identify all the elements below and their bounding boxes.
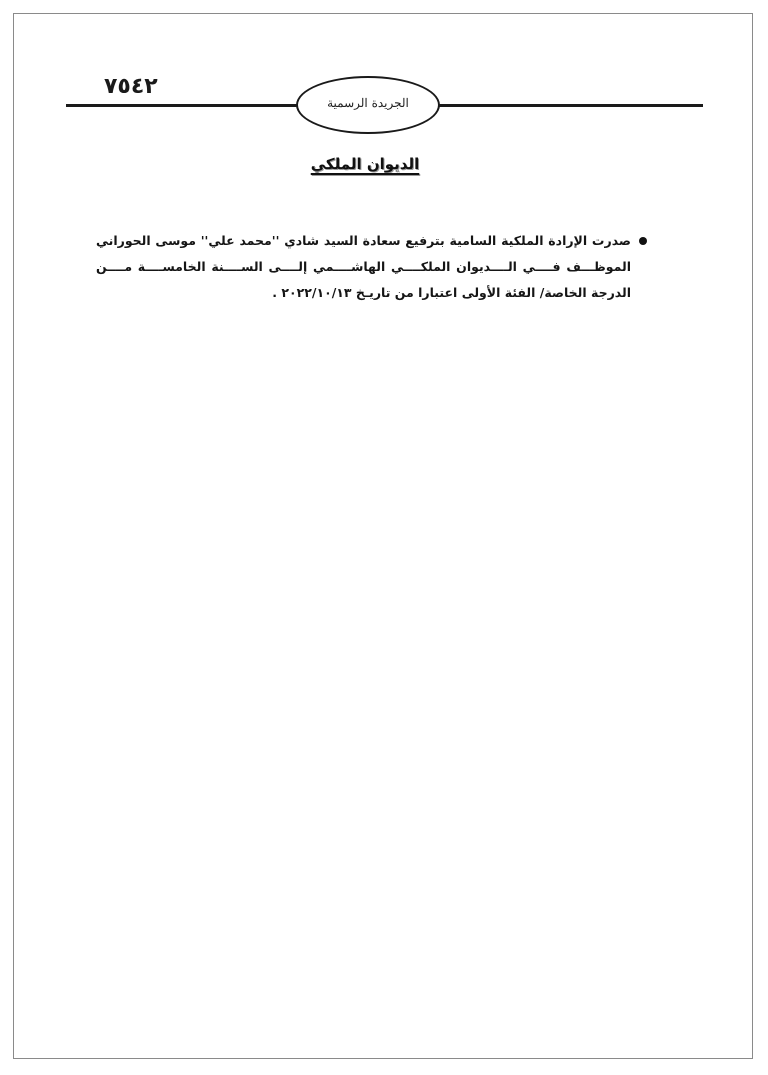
section-title: الديوان الملكي <box>310 155 420 173</box>
announcement-line-2: الموظـــف فــــي الــــديوان الملكــــي الهاشــــمي إلــــى الســــنة الخامســــة مــــن <box>96 259 631 274</box>
bullet-icon <box>639 237 647 245</box>
gazette-name: الجريدة الرسمية <box>327 96 409 110</box>
announcement-line-3: الدرجة الخاصة/ الفئة الأولى اعتبارا من تاريـخ ٢٠٢٢/١٠/١٣ . <box>272 285 631 300</box>
gazette-name-badge <box>296 76 440 134</box>
page-number: ٧٥٤٢ <box>104 74 158 99</box>
announcement-item <box>96 228 631 306</box>
announcement-line-1: صدرت الإرادة الملكية السامية بترفيع سعادة السيد شادي ''محمد علي'' موسى الحوراني <box>96 233 631 248</box>
